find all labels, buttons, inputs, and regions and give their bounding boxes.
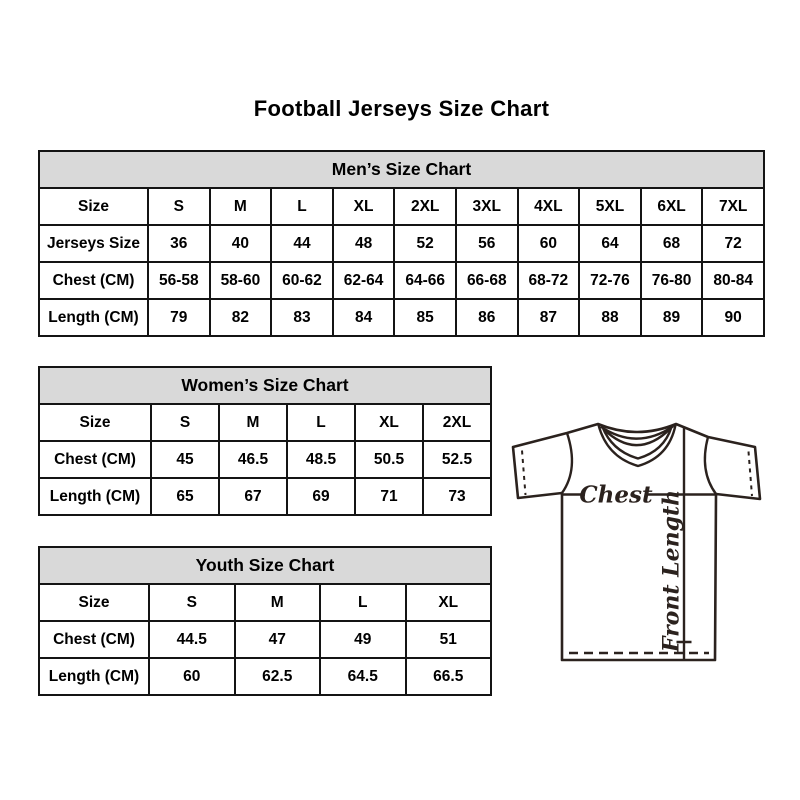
- table-title: Women’s Size Chart: [39, 367, 491, 404]
- size-value-cell: 62.5: [235, 658, 321, 695]
- size-value-cell: 51: [406, 621, 492, 658]
- size-value-cell: 36: [148, 225, 210, 262]
- row-label: Chest (CM): [39, 262, 148, 299]
- column-header: S: [149, 584, 235, 621]
- youth-size-table: [38, 546, 492, 696]
- column-header: XL: [333, 188, 395, 225]
- size-value-cell: 85: [394, 299, 456, 336]
- column-header: L: [320, 584, 406, 621]
- size-value-cell: 52: [394, 225, 456, 262]
- column-header: 3XL: [456, 188, 518, 225]
- column-header: 7XL: [702, 188, 764, 225]
- size-value-cell: 68: [641, 225, 703, 262]
- column-header: XL: [355, 404, 423, 441]
- column-header: 6XL: [641, 188, 703, 225]
- size-value-cell: 72-76: [579, 262, 641, 299]
- column-header: M: [210, 188, 272, 225]
- column-header: 2XL: [394, 188, 456, 225]
- row-label-header: Size: [39, 188, 148, 225]
- size-value-cell: 60: [149, 658, 235, 695]
- size-value-cell: 46.5: [219, 441, 287, 478]
- column-header: M: [219, 404, 287, 441]
- size-value-cell: 58-60: [210, 262, 272, 299]
- size-value-cell: 44.5: [149, 621, 235, 658]
- size-value-cell: 84: [333, 299, 395, 336]
- size-value-cell: 67: [219, 478, 287, 515]
- column-header: 5XL: [579, 188, 641, 225]
- size-value-cell: 89: [641, 299, 703, 336]
- size-value-cell: 79: [148, 299, 210, 336]
- column-header: M: [235, 584, 321, 621]
- size-value-cell: 86: [456, 299, 518, 336]
- row-label-header: Size: [39, 584, 149, 621]
- size-value-cell: 66.5: [406, 658, 492, 695]
- column-header: 2XL: [423, 404, 491, 441]
- size-value-cell: 48.5: [287, 441, 355, 478]
- column-header: L: [271, 188, 333, 225]
- front-length-label: Front Length: [658, 489, 685, 653]
- column-header: L: [287, 404, 355, 441]
- column-header: S: [148, 188, 210, 225]
- size-value-cell: 60: [518, 225, 580, 262]
- row-label: Chest (CM): [39, 441, 151, 478]
- mens-size-table: [38, 150, 765, 337]
- size-value-cell: 82: [210, 299, 272, 336]
- size-value-cell: 64.5: [320, 658, 406, 695]
- size-value-cell: 73: [423, 478, 491, 515]
- jersey-measurement-diagram: [505, 403, 775, 673]
- womens-size-table: [38, 366, 492, 516]
- size-value-cell: 66-68: [456, 262, 518, 299]
- row-label: Length (CM): [39, 478, 151, 515]
- size-value-cell: 90: [702, 299, 764, 336]
- size-value-cell: 80-84: [702, 262, 764, 299]
- size-value-cell: 76-80: [641, 262, 703, 299]
- jersey-outline: [513, 424, 760, 660]
- size-value-cell: 44: [271, 225, 333, 262]
- row-label-header: Size: [39, 404, 151, 441]
- size-value-cell: 60-62: [271, 262, 333, 299]
- size-value-cell: 69: [287, 478, 355, 515]
- size-value-cell: 64-66: [394, 262, 456, 299]
- row-label: Length (CM): [39, 299, 148, 336]
- size-value-cell: 45: [151, 441, 219, 478]
- size-value-cell: 56: [456, 225, 518, 262]
- row-label: Jerseys Size: [39, 225, 148, 262]
- size-value-cell: 64: [579, 225, 641, 262]
- column-header: XL: [406, 584, 492, 621]
- row-label: Chest (CM): [39, 621, 149, 658]
- size-value-cell: 83: [271, 299, 333, 336]
- size-value-cell: 56-58: [148, 262, 210, 299]
- size-value-cell: 88: [579, 299, 641, 336]
- size-value-cell: 72: [702, 225, 764, 262]
- size-value-cell: 50.5: [355, 441, 423, 478]
- size-value-cell: 47: [235, 621, 321, 658]
- column-header: 4XL: [518, 188, 580, 225]
- column-header: S: [151, 404, 219, 441]
- table-title: Youth Size Chart: [39, 547, 491, 584]
- size-value-cell: 52.5: [423, 441, 491, 478]
- size-value-cell: 48: [333, 225, 395, 262]
- size-value-cell: 40: [210, 225, 272, 262]
- size-value-cell: 68-72: [518, 262, 580, 299]
- page-title: Football Jerseys Size Chart: [253, 96, 550, 121]
- size-value-cell: 49: [320, 621, 406, 658]
- size-value-cell: 87: [518, 299, 580, 336]
- size-value-cell: 62-64: [333, 262, 395, 299]
- size-value-cell: 65: [151, 478, 219, 515]
- table-title: Men’s Size Chart: [39, 151, 764, 188]
- row-label: Length (CM): [39, 658, 149, 695]
- chest-label: Chest: [579, 481, 653, 509]
- size-value-cell: 71: [355, 478, 423, 515]
